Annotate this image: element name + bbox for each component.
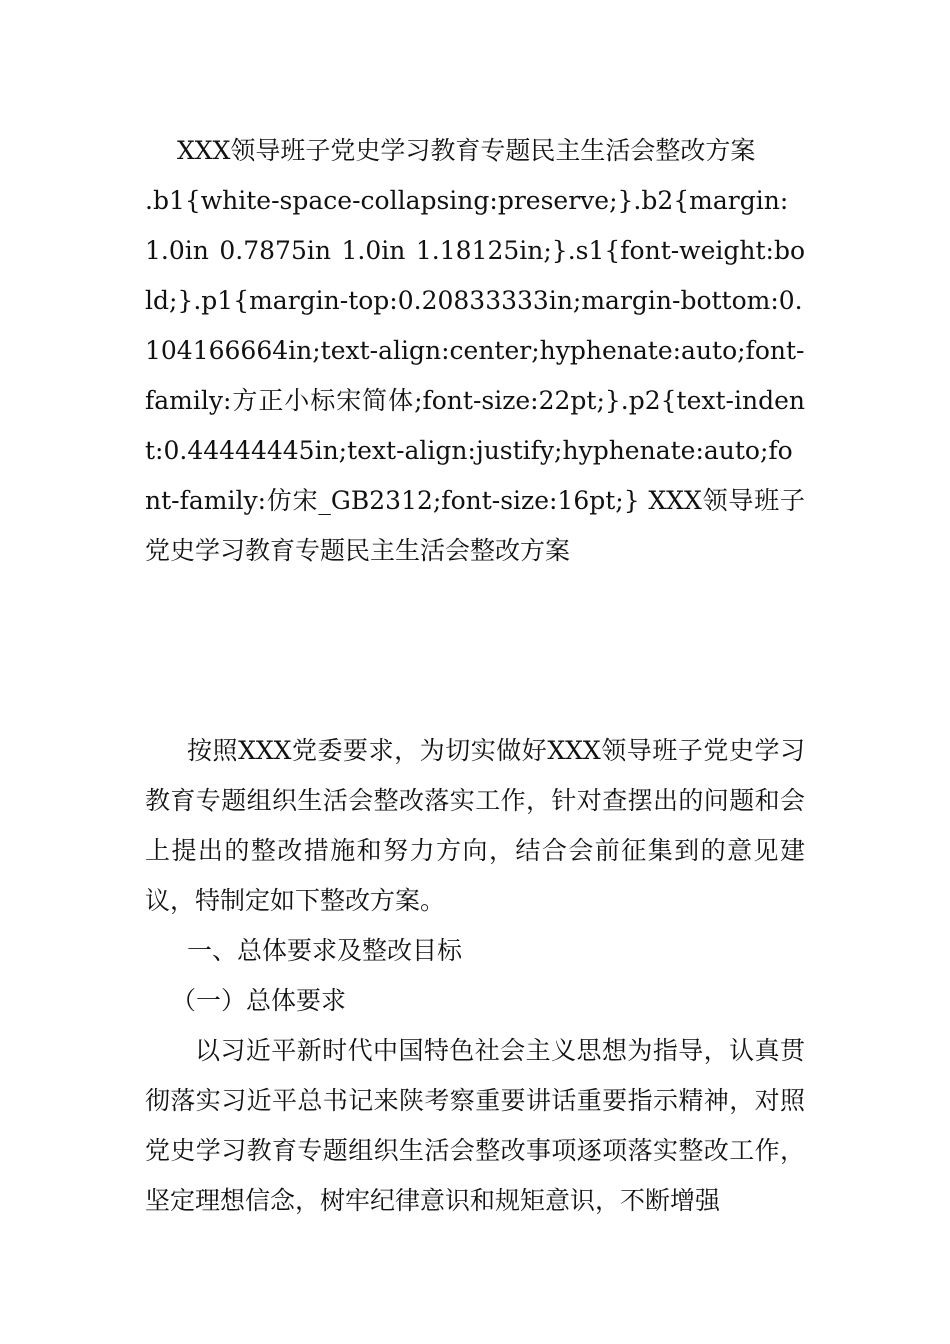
embedded-style-text: .b1{white-space-collapsing:preserve;}.b2{margin: 1.0in 0.7875in 1.0in 1.18125in;}.s1{font-weight:bold;}.p1{margin-top:0.20833333in;margin-bottom:0.104166664in;text-align:center;hyphenate:auto;font-family:方正小标宋简体;font-size:22pt;}.p2{text-indent:0.44444445in;text-align:justify;hyphenate:auto;font-family:仿宋_GB2312;font-size:16pt;} XXX领导班子党史学习教育专题民主生活会整改方案 <box>145 186 805 565</box>
body-paragraph: 以习近平新时代中国特色社会主义思想为指导，认真贯彻落实习近平总书记来陕考察重要讲话重要指示精神，对照党史学习教育专题组织生活会整改事项逐项落实整改工作，坚定理想信念，树牢纪律意识和规矩意识，不断增强 <box>145 1036 805 1215</box>
section-heading-1: 一、总体要求及整改目标 <box>187 936 463 965</box>
document-title: XXX领导班子党史学习教育专题民主生活会整改方案 <box>177 136 756 165</box>
section-heading-2: （一）总体要求 <box>171 986 347 1015</box>
intro-paragraph: 按照XXX党委要求，为切实做好XXX领导班子党史学习教育专题组织生活会整改落实工作，针对查摆出的问题和会上提出的整改措施和努力方向，结合会前征集到的意见建议，特制定如下整改方案。 <box>145 736 805 915</box>
